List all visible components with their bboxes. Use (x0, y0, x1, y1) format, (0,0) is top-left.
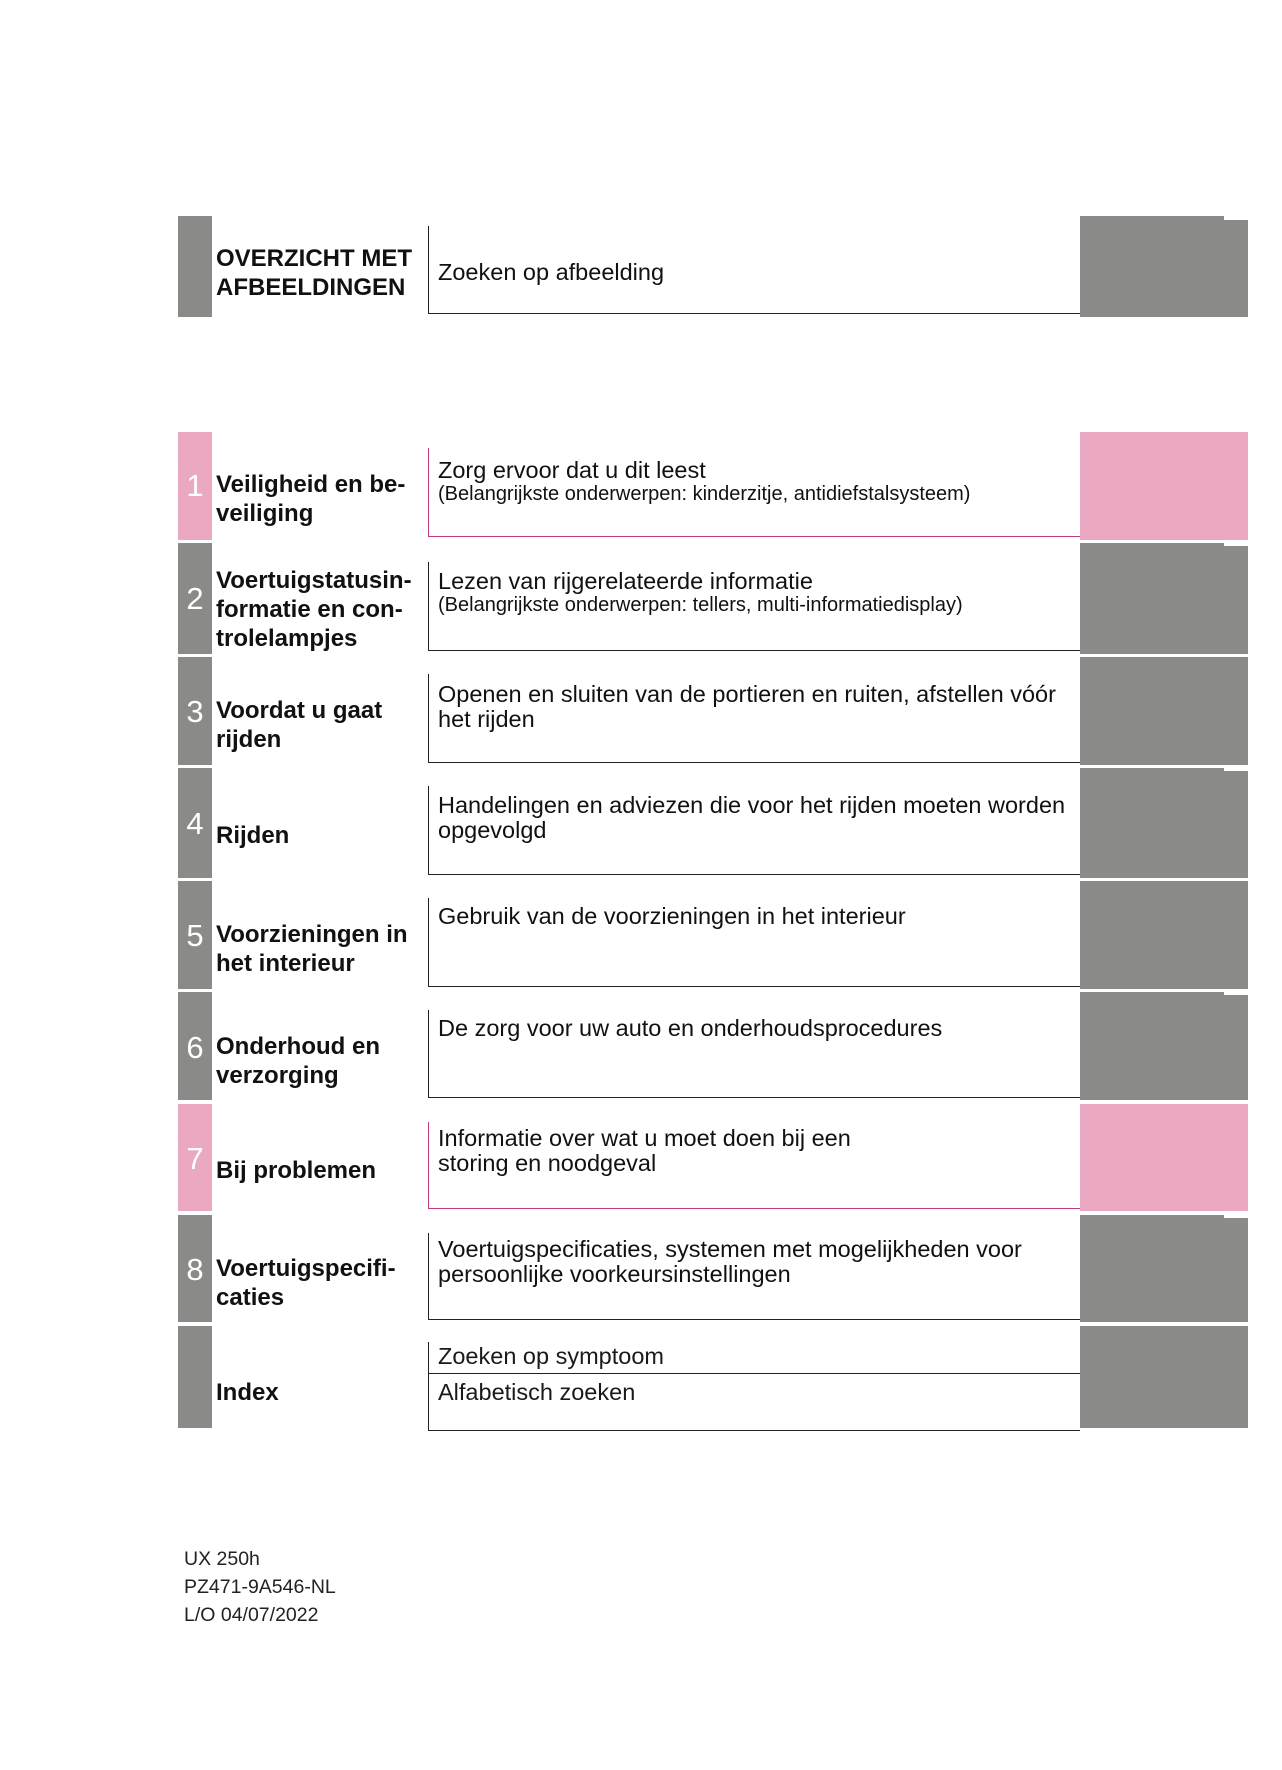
tab-notch (1224, 216, 1248, 220)
chapter-2-desc-box[interactable] (428, 562, 1080, 651)
chapter-5-right-tab[interactable] (1080, 881, 1248, 989)
index-left-tab (178, 1326, 212, 1428)
chapter-2-right-tab[interactable] (1080, 543, 1248, 654)
chapter-1-sub-text: (Belangrijkste onderwerpen: kinderzitje, antidiefstalsysteem) (438, 483, 971, 505)
chapter-1-number: 1 (186, 468, 204, 503)
chapter-2-main-text[interactable]: Lezen van rijgerelateerde informatie (438, 568, 813, 594)
chapter-1-right-tab[interactable] (1080, 432, 1248, 540)
chapter-8-main-text[interactable]: Voertuigspecificaties, systemen met mogelijkheden voor persoonlijke voorkeursinstellingen (438, 1236, 1022, 1287)
chapter-7-title: Bij problemen (216, 1157, 377, 1184)
chapter-8-desc-box[interactable] (428, 1233, 1080, 1320)
footer-part-number: PZ471-9A546-NL (184, 1576, 336, 1598)
tab-notch (1224, 1215, 1248, 1218)
chapter-7-number: 7 (186, 1141, 204, 1176)
overview-left-tab (178, 216, 212, 317)
footer-model: UX 250h (184, 1548, 260, 1570)
footer-lo-date: L/O 04/07/2022 (184, 1604, 319, 1626)
chapter-1-title: Veiligheid en be-veiliging (216, 471, 406, 527)
tab-notch (1224, 768, 1248, 771)
chapter-2-title: Voertuigstatusin-formatie en con-trolelampjes (216, 567, 412, 652)
chapter-1-main-text[interactable]: Zorg ervoor dat u dit leest (438, 457, 706, 483)
index-right-tab[interactable] (1080, 1326, 1248, 1428)
chapter-4-right-tab[interactable] (1080, 768, 1248, 878)
index-alphabetical-link[interactable]: Alfabetisch zoeken (438, 1379, 636, 1405)
chapter-6-right-tab[interactable] (1080, 992, 1248, 1100)
chapter-7-right-tab[interactable] (1080, 1104, 1248, 1211)
chapter-6-main-text[interactable]: De zorg voor uw auto en onderhoudsprocedures (438, 1015, 943, 1041)
chapter-6-desc-box[interactable] (428, 1010, 1080, 1098)
chapter-4-title: Rijden (216, 822, 290, 849)
chapter-8-right-tab[interactable] (1080, 1215, 1248, 1322)
chapter-5-number: 5 (186, 918, 204, 953)
chapter-3-desc-box[interactable] (428, 674, 1080, 763)
overview-title: OVERZICHT MET AFBEELDINGEN (216, 245, 412, 301)
chapter-4-main-text[interactable]: Handelingen en adviezen die voor het rijden moeten worden opgevolgd (438, 792, 1066, 843)
tab-notch (1224, 543, 1248, 546)
chapter-4-number: 4 (186, 806, 204, 841)
chapter-3-right-tab[interactable] (1080, 657, 1248, 765)
chapter-7-main-text[interactable]: Informatie over wat u moet doen bij een storing en noodgeval (438, 1125, 851, 1176)
overview-right-tab[interactable] (1080, 216, 1248, 317)
tab-notch (1224, 992, 1248, 995)
index-desc-box (428, 1342, 1080, 1431)
chapter-8-number: 8 (186, 1252, 204, 1287)
chapter-3-title: Voordat u gaat rijden (216, 697, 383, 753)
chapter-8-title: Voertuigspecifi-caties (216, 1255, 396, 1311)
overview-desc-box[interactable] (428, 226, 1080, 314)
chapter-5-main-text[interactable]: Gebruik van de voorzieningen in het interieur (438, 903, 906, 929)
index-title: Index (216, 1379, 279, 1406)
chapter-4-desc-box[interactable] (428, 786, 1080, 875)
chapter-5-title: Voorzieningen in het interieur (216, 921, 408, 977)
chapter-6-title: Onderhoud en verzorging (216, 1033, 380, 1089)
index-symptom-link[interactable]: Zoeken op symptoom (429, 1342, 1080, 1374)
chapter-2-sub-text: (Belangrijkste onderwerpen: tellers, multi-informatiedisplay) (438, 594, 963, 616)
chapter-3-main-text[interactable]: Openen en sluiten van de portieren en ruiten, afstellen vóór het rijden (438, 681, 1056, 732)
chapter-1-desc-box[interactable] (428, 448, 1080, 537)
chapter-3-number: 3 (186, 694, 204, 729)
chapter-2-number: 2 (186, 581, 204, 616)
overview-link[interactable]: Zoeken op afbeelding (438, 259, 665, 285)
chapter-7-desc-box[interactable] (428, 1122, 1080, 1209)
chapter-6-number: 6 (186, 1030, 204, 1065)
chapter-5-desc-box[interactable] (428, 898, 1080, 987)
